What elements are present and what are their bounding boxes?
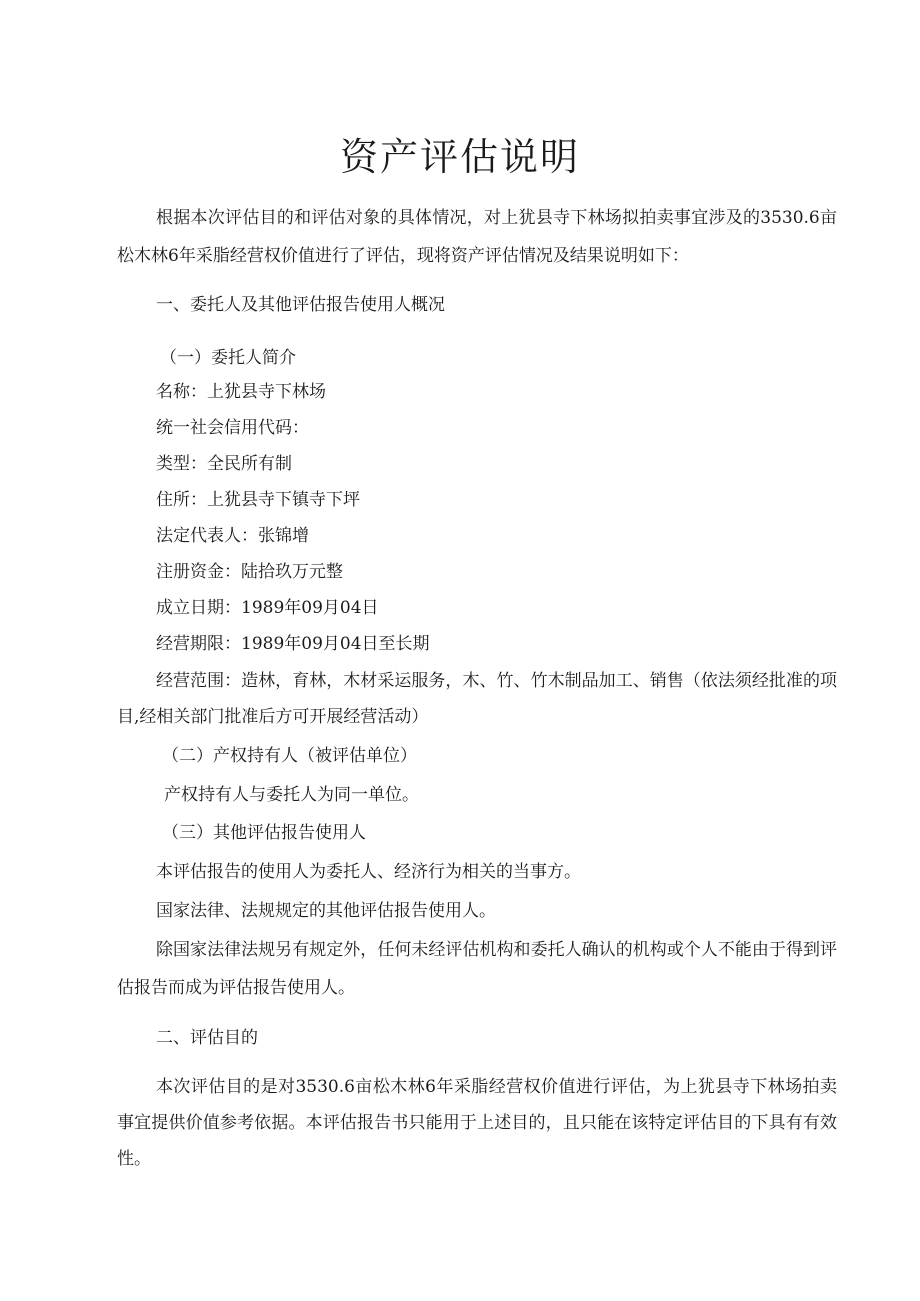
section2-line-1: 本次评估目的是对3530.6亩松木林6年采脂经营权价值进行评估，为上犹县寺下林场拍卖 bbox=[156, 1077, 837, 1097]
sub1-heading: （一）委托人简介 bbox=[160, 348, 296, 368]
section1-heading: 一、委托人及其他评估报告使用人概况 bbox=[156, 295, 445, 315]
client-address: 住所：上犹县寺下镇寺下坪 bbox=[156, 490, 360, 510]
client-term: 经营期限：1989年09月04日至长期 bbox=[156, 634, 430, 654]
sub3-text-1: 本评估报告的使用人为委托人、经济行为相关的当事方。 bbox=[156, 862, 581, 882]
client-legal-rep: 法定代表人：张锦增 bbox=[156, 526, 309, 546]
sub3-text-2: 国家法律、法规规定的其他评估报告使用人。 bbox=[156, 901, 496, 921]
section2-line-3: 性。 bbox=[117, 1149, 151, 1169]
client-scope-line-2: 目,经相关部门批准后方可开展经营活动） bbox=[117, 707, 429, 727]
client-name: 名称：上犹县寺下林场 bbox=[156, 382, 326, 402]
sub3-text-3-line-2: 估报告而成为评估报告使用人。 bbox=[117, 978, 355, 998]
client-credit-code: 统一社会信用代码： bbox=[156, 418, 309, 438]
client-scope-line-1: 经营范围：造林，育林，木材采运服务，木、竹、竹木制品加工、销售（依法须经批准的项 bbox=[156, 671, 837, 691]
document-title: 资产评估说明 bbox=[339, 135, 580, 179]
section2-line-2: 事宜提供价值参考依据。本评估报告书只能用于上述目的，且只能在该特定评估目的下具有有效 bbox=[117, 1113, 837, 1133]
sub2-text: 产权持有人与委托人为同一单位。 bbox=[164, 785, 419, 805]
intro-line-1: 根据本次评估目的和评估对象的具体情况，对上犹县寺下林场拟拍卖事宜涉及的3530.6亩 bbox=[156, 208, 837, 228]
section2-heading: 二、评估目的 bbox=[156, 1028, 258, 1048]
client-founded: 成立日期：1989年09月04日 bbox=[156, 598, 379, 618]
client-type: 类型：全民所有制 bbox=[156, 454, 292, 474]
intro-line-2: 松木林6年采脂经营权价值进行了评估，现将资产评估情况及结果说明如下： bbox=[117, 246, 689, 266]
sub3-heading: （三）其他评估报告使用人 bbox=[162, 823, 366, 843]
sub3-text-3-line-1: 除国家法律法规另有规定外，任何未经评估机构和委托人确认的机构或个人不能由于得到评 bbox=[156, 940, 837, 960]
sub2-heading: （二）产权持有人（被评估单位） bbox=[162, 746, 417, 766]
client-capital: 注册资金：陆拾玖万元整 bbox=[156, 562, 343, 582]
